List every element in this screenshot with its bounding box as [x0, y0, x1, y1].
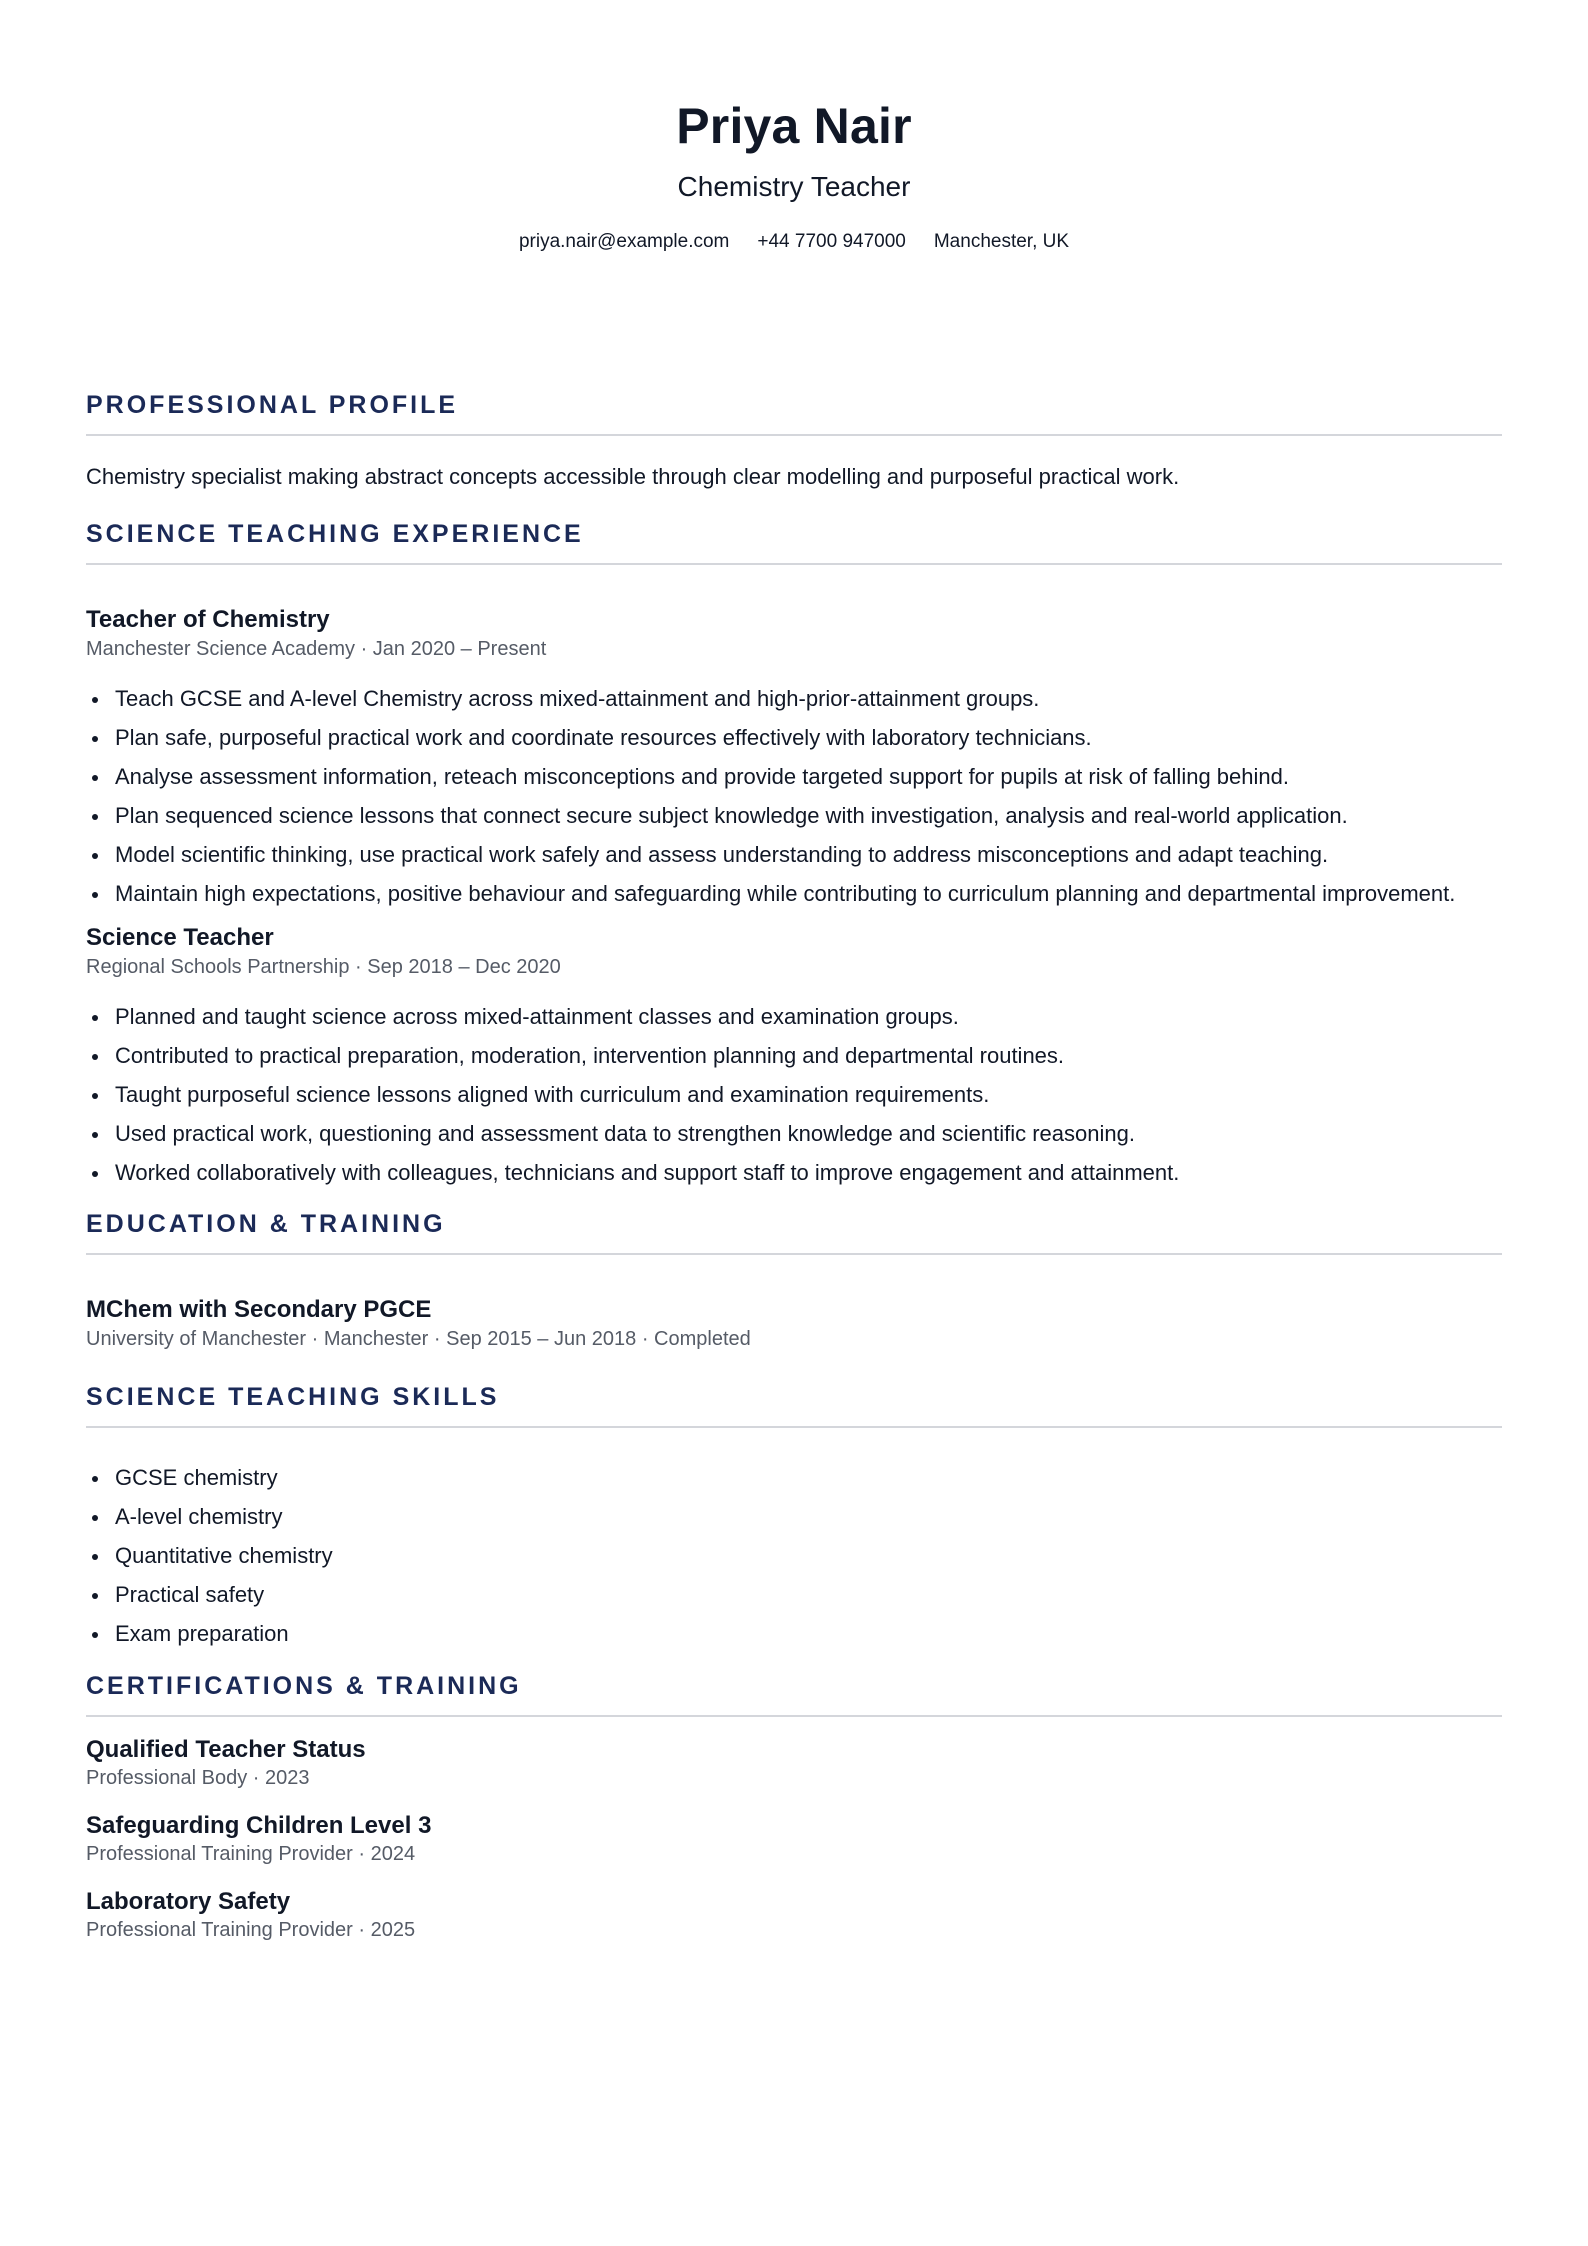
- job-title: Teacher of Chemistry: [86, 606, 330, 633]
- section-title-skills: SCIENCE TEACHING SKILLS: [86, 1383, 500, 1411]
- section-divider: [86, 1426, 1502, 1428]
- cert-title: Qualified Teacher Status: [86, 1736, 366, 1763]
- job-meta: Regional Schools Partnership · Sep 2018 – Dec 2020: [86, 956, 561, 978]
- list-item: Quantitative chemistry: [86, 1540, 1502, 1572]
- contact-phone[interactable]: +44 7700 947000: [757, 231, 906, 252]
- section-certifications: [86, 1671, 1502, 1943]
- list-item: GCSE chemistry: [86, 1462, 1502, 1494]
- list-item: Planned and taught science across mixed-attainment classes and examination groups.: [86, 1001, 1502, 1033]
- cert-entry: [86, 1735, 1502, 1791]
- list-item: Teach GCSE and A-level Chemistry across mixed-attainment and high-prior-attainment groups.: [86, 683, 1502, 715]
- section-divider: [86, 1715, 1502, 1717]
- section-divider: [86, 563, 1502, 565]
- list-item: Practical safety: [86, 1579, 1502, 1611]
- list-item: Worked collaboratively with colleagues, technicians and support staff to improve engagement and attainment.: [86, 1157, 1502, 1189]
- section-title-experience: SCIENCE TEACHING EXPERIENCE: [86, 520, 584, 548]
- section-education: [86, 1209, 1502, 1352]
- list-item: Analyse assessment information, reteach misconceptions and provide targeted support for pupils at risk of falling behind.: [86, 761, 1502, 793]
- contact-email[interactable]: priya.nair@example.com: [518, 231, 730, 252]
- job-bullets: [86, 683, 1502, 910]
- cert-title: Laboratory Safety: [86, 1888, 291, 1915]
- section-experience: [86, 519, 1502, 1189]
- list-item: Model scientific thinking, use practical work safely and assess understanding to address misconceptions and adapt teaching.: [86, 839, 1502, 871]
- contact-line: [86, 230, 1502, 254]
- skills-list: [86, 1462, 1502, 1650]
- cert-meta: Professional Body · 2023: [86, 1767, 310, 1789]
- section-profile: [86, 390, 1502, 492]
- list-item: Plan sequenced science lessons that connect secure subject knowledge with investigation, analysis and real-world application.: [86, 800, 1502, 832]
- job-entry: [86, 605, 1502, 910]
- list-item: Used practical work, questioning and assessment data to strengthen knowledge and scientific reasoning.: [86, 1118, 1502, 1150]
- list-item: Taught purposeful science lessons aligned with curriculum and examination requirements.: [86, 1079, 1502, 1111]
- section-title-profile: PROFESSIONAL PROFILE: [86, 391, 459, 419]
- degree-title: MChem with Secondary PGCE: [86, 1296, 432, 1323]
- section-title-certifications: CERTIFICATIONS & TRAINING: [86, 1672, 522, 1700]
- cert-title: Safeguarding Children Level 3: [86, 1812, 432, 1839]
- profile-summary: Chemistry specialist making abstract concepts accessible through clear modelling and purposeful practical work.: [86, 464, 1180, 489]
- list-item: Exam preparation: [86, 1618, 1502, 1650]
- degree-meta: University of Manchester · Manchester · Sep 2015 – Jun 2018 · Completed: [86, 1328, 751, 1350]
- list-item: Maintain high expectations, positive behaviour and safeguarding while contributing to curriculum planning and departmental improvement.: [86, 878, 1502, 910]
- job-bullets: [86, 1001, 1502, 1189]
- job-meta: Manchester Science Academy · Jan 2020 – Present: [86, 638, 547, 660]
- job-entry: [86, 923, 1502, 1189]
- candidate-role: Chemistry Teacher: [677, 171, 911, 202]
- list-item: Contributed to practical preparation, moderation, intervention planning and departmental routines.: [86, 1040, 1502, 1072]
- education-entry: [86, 1295, 1502, 1352]
- candidate-name: Priya Nair: [676, 98, 912, 154]
- contact-location: Manchester, UK: [933, 231, 1070, 252]
- resume-header: [86, 0, 1502, 254]
- section-divider: [86, 434, 1502, 436]
- cert-meta: Professional Training Provider · 2024: [86, 1843, 416, 1865]
- section-divider: [86, 1253, 1502, 1255]
- cert-meta: Professional Training Provider · 2025: [86, 1919, 416, 1941]
- list-item: A-level chemistry: [86, 1501, 1502, 1533]
- cert-entry: [86, 1811, 1502, 1867]
- list-item: Plan safe, purposeful practical work and coordinate resources effectively with laboratory technicians.: [86, 722, 1502, 754]
- section-skills: [86, 1382, 1502, 1650]
- section-title-education: EDUCATION & TRAINING: [86, 1210, 446, 1238]
- job-title: Science Teacher: [86, 924, 274, 951]
- cert-entry: [86, 1887, 1502, 1943]
